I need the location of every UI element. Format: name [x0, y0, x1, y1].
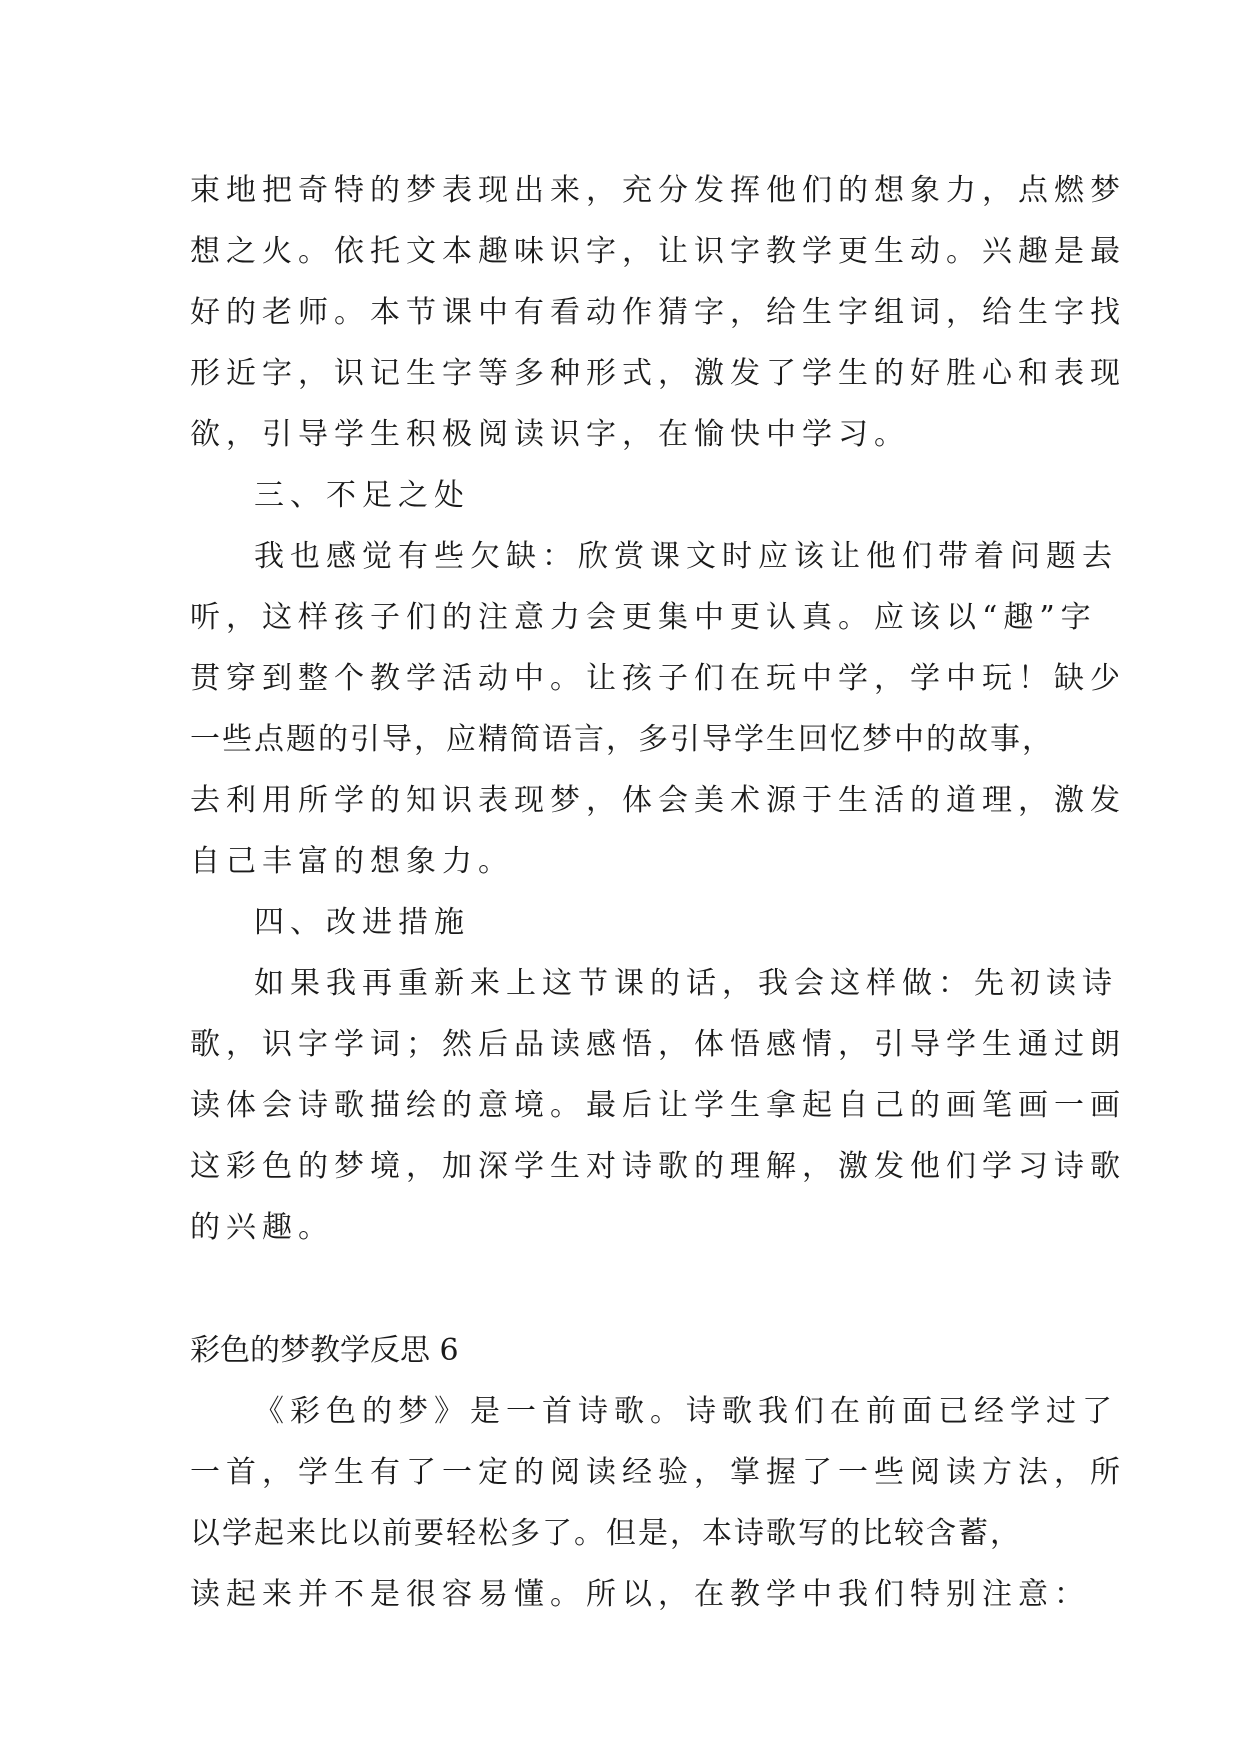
text-line: 去利用所学的知识表现梦，体会美术源于生活的道理，激发 — [190, 783, 1126, 818]
paragraph-shortcomings — [190, 526, 1126, 892]
text-line: 欲，引导学生积极阅读识字，在愉快中学习。 — [190, 417, 910, 452]
text-line: 贯穿到整个教学活动中。让孩子们在玩中学，学中玩！缺少 — [190, 661, 1126, 696]
text-line: 形近字，识记生字等多种形式，激发了学生的好胜心和表现 — [190, 356, 1126, 391]
text-line: 《彩色的梦》是一首诗歌。诗歌我们在前面已经学过了 — [254, 1394, 1118, 1429]
text-line: 一些点题的引导，应精简语言，多引导学生回忆梦中的故事， — [190, 722, 1054, 757]
text-line: 的兴趣。 — [190, 1210, 334, 1245]
section-title: 彩色的梦教学反思 6 — [190, 1333, 459, 1368]
section-spacer — [190, 1258, 1050, 1320]
text-line: 我也感觉有些欠缺：欣赏课文时应该让他们带着问题去 — [254, 539, 1118, 574]
section-heading-shortcomings: 三、不足之处 — [254, 478, 470, 513]
text-line: 读体会诗歌描绘的意境。最后让学生拿起自己的画笔画一画 — [190, 1088, 1126, 1123]
text-line: 歌，识字学词；然后品读感悟，体悟感情，引导学生通过朗 — [190, 1027, 1126, 1062]
text-line: 束地把奇特的梦表现出来，充分发挥他们的想象力，点燃梦 — [190, 173, 1126, 208]
text-line: 读起来并不是很容易懂。所以，在教学中我们特别注意： — [190, 1577, 1090, 1612]
text-line: 想之火。依托文本趣味识字，让识字教学更生动。兴趣是最 — [190, 234, 1126, 269]
text-line: 如果我再重新来上这节课的话，我会这样做：先初读诗 — [254, 966, 1118, 1001]
text-line: 听，这样孩子们的注意力会更集中更认真。应该以“趣”字 — [190, 600, 1097, 635]
text-line: 一首，学生有了一定的阅读经验，掌握了一些阅读方法，所 — [190, 1455, 1126, 1490]
document-body — [190, 160, 1126, 1625]
text-line: 自己丰富的想象力。 — [190, 844, 514, 879]
text-line: 以学起来比以前要轻松多了。但是，本诗歌写的比较含蓄， — [190, 1516, 1022, 1551]
paragraph-continuation — [190, 160, 1126, 465]
text-line: 这彩色的梦境，加深学生对诗歌的理解，激发他们学习诗歌 — [190, 1149, 1126, 1184]
paragraph-improvements — [190, 953, 1126, 1258]
section-heading-improvements: 四、改进措施 — [254, 905, 470, 940]
text-line: 好的老师。本节课中有看动作猜字，给生字组词，给生字找 — [190, 295, 1126, 330]
paragraph-intro — [190, 1381, 1126, 1625]
